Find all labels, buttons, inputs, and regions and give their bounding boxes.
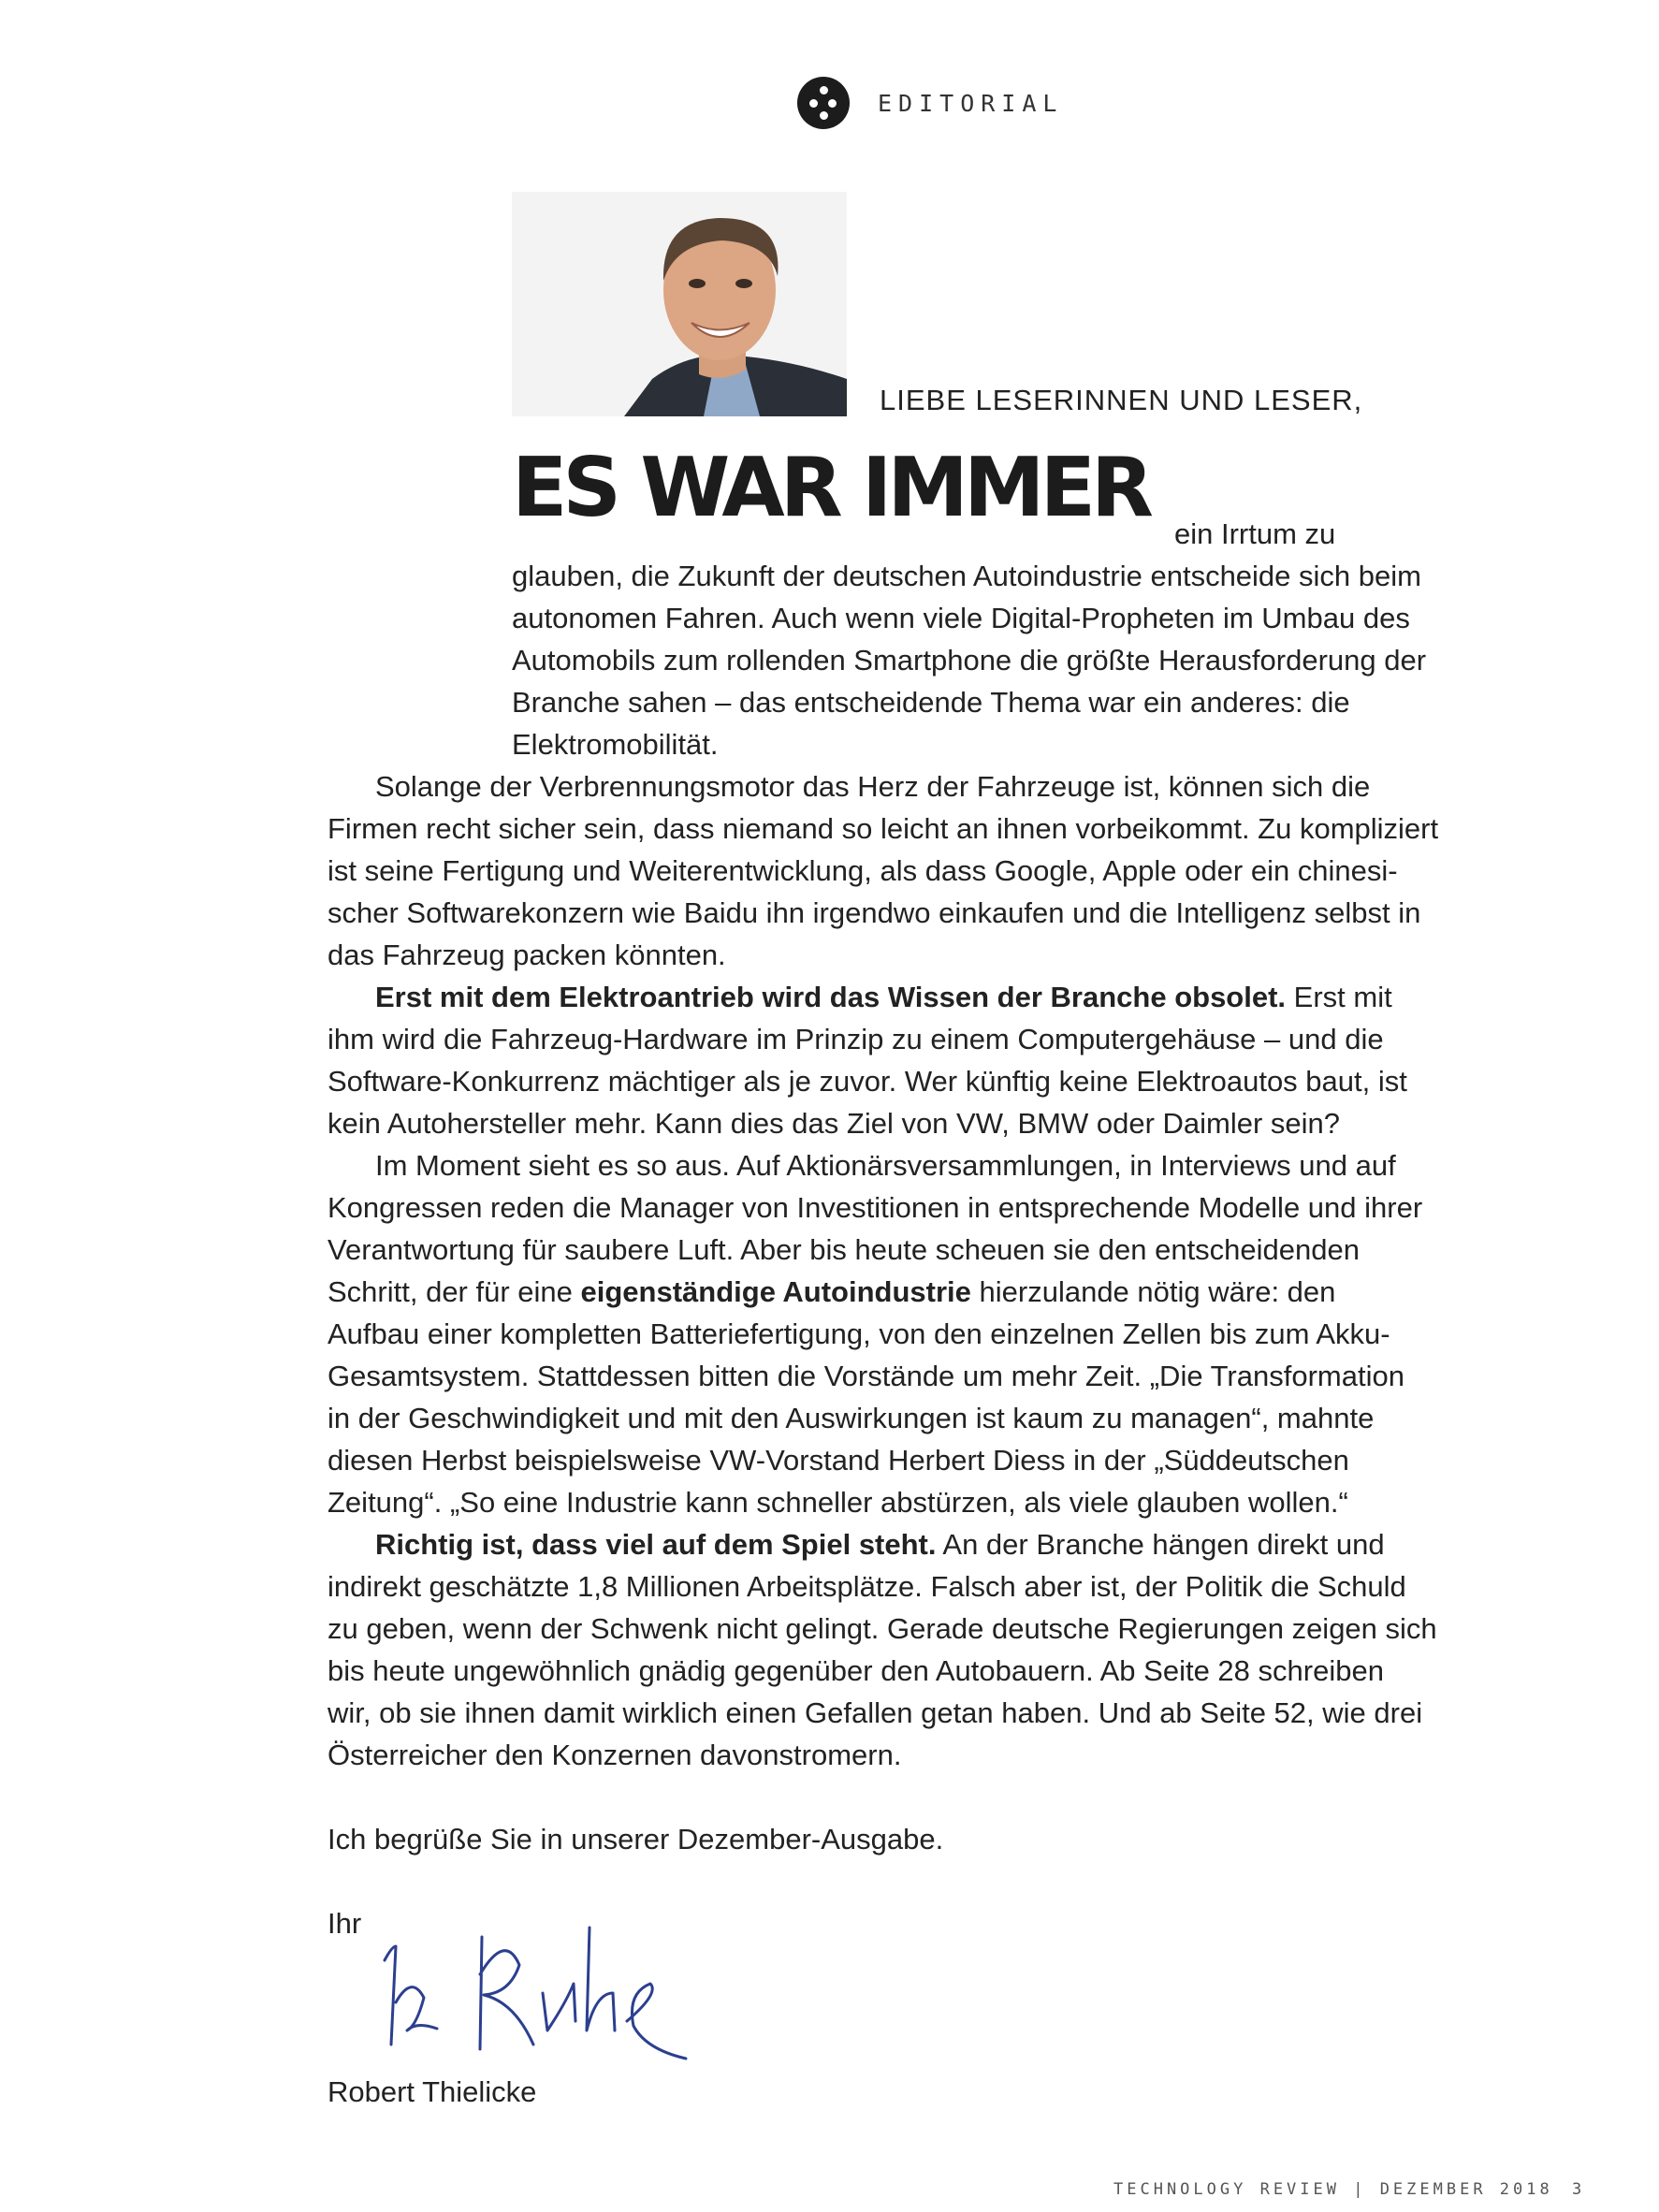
- salutation: LIEBE LESERINNEN UND LESER,: [880, 384, 1363, 416]
- text-segment: An der Branche hängen direkt und: [936, 1528, 1385, 1561]
- text-segment: diesen Herbst beispielsweise VW-Vorstand Herbert Diess in der „Süddeutschen: [327, 1444, 1349, 1477]
- page-number: 3: [1572, 2180, 1582, 2199]
- text-line: [327, 1650, 1384, 1692]
- text-line: [327, 1902, 361, 1944]
- text-segment: bis heute ungewöhnlich gnädig gegenüber den Autobauern. Ab Seite 28 schreiben: [327, 1654, 1384, 1687]
- text-line: [327, 1608, 1437, 1650]
- author-portrait: [512, 192, 847, 416]
- section-label: EDITORIAL: [878, 89, 1064, 117]
- bold-text: Erst mit dem Elektroantrieb wird das Wissen der Branche obsolet.: [375, 981, 1287, 1013]
- text-line: [327, 1565, 1406, 1608]
- handwritten-signature: [379, 1918, 716, 2073]
- text-line: [512, 681, 1350, 723]
- text-segment: kein Autohersteller mehr. Kann dies das Ziel von VW, BMW oder Daimler sein?: [327, 1107, 1341, 1140]
- text-segment: ist seine Fertigung und Weiterentwicklung, als dass Google, Apple oder ein chinesi-: [327, 854, 1398, 887]
- text-line: [327, 1186, 1422, 1229]
- text-line: [327, 1734, 901, 1776]
- text-line: [327, 1692, 1422, 1734]
- text-segment: ein Irrtum zu: [1174, 517, 1336, 550]
- text-line: [327, 1439, 1349, 1481]
- text-segment: Im Moment sieht es so aus. Auf Aktionärsversammlungen, in Interviews und auf: [375, 1149, 1396, 1182]
- text-segment: indirekt geschätzte 1,8 Millionen Arbeitsplätze. Falsch aber ist, der Politik die Schuld: [327, 1570, 1406, 1603]
- text-segment: Erst mit: [1286, 981, 1392, 1013]
- text-segment: Verantwortung für saubere Luft. Aber bis heute scheuen sie den entscheidenden: [327, 1233, 1360, 1266]
- text-line: [512, 597, 1410, 639]
- text-line: [375, 1523, 1385, 1565]
- text-segment: Automobils zum rollenden Smartphone die größte Herausforderung der: [512, 644, 1427, 677]
- text-segment: Firmen recht sicher sein, dass niemand so leicht an ihnen vorbeikommt. Zu kompliziert: [327, 812, 1439, 845]
- text-segment: Ihr: [327, 1907, 362, 1940]
- text-line: [327, 1229, 1360, 1271]
- text-segment: das Fahrzeug packen könnten.: [327, 939, 726, 971]
- text-line: [327, 1397, 1374, 1439]
- text-segment: Österreicher den Konzernen davonstromern.: [327, 1739, 902, 1771]
- text-segment: autonomen Fahren. Auch wenn viele Digital-Propheten im Umbau des: [512, 602, 1410, 634]
- text-segment: Robert Thielicke: [327, 2075, 537, 2108]
- text-line: [512, 555, 1421, 597]
- bold-text: eigenständige Autoindustrie: [580, 1275, 971, 1308]
- text-segment: Elektromobilität.: [512, 728, 719, 761]
- text-segment: Branche sahen – das entscheidende Thema war ein anderes: die: [512, 686, 1350, 719]
- text-segment: ihm wird die Fahrzeug-Hardware im Prinzip zu einem Computergehäuse – und die: [327, 1023, 1384, 1055]
- text-line: [327, 2071, 536, 2113]
- text-segment: wir, ob sie ihnen damit wirklich einen Gefallen getan haben. Und ab Seite 52, wie drei: [327, 1696, 1423, 1729]
- text-line: [327, 1018, 1384, 1060]
- text-segment: Ich begrüße Sie in unserer Dezember-Ausgabe.: [327, 1823, 944, 1855]
- text-segment: in der Geschwindigkeit und mit den Auswirkungen ist kaum zu managen“, mahnte: [327, 1402, 1375, 1434]
- text-segment: scher Softwarekonzern wie Baidu ihn irgendwo einkaufen und die Intelligenz selbst in: [327, 896, 1421, 929]
- text-segment: Gesamtsystem. Stattdessen bitten die Vorstände um mehr Zeit. „Die Transformation: [327, 1360, 1404, 1392]
- text-segment: zu geben, wenn der Schwenk nicht gelingt. Gerade deutsche Regierungen zeigen sich: [327, 1612, 1437, 1645]
- dots-circle-icon: [797, 77, 850, 129]
- text-line: [327, 1271, 1335, 1313]
- text-line: [327, 1313, 1390, 1355]
- text-line: [327, 934, 726, 976]
- text-line: [327, 1355, 1404, 1397]
- text-segment: glauben, die Zukunft der deutschen Autoindustrie entscheide sich beim: [512, 560, 1421, 592]
- text-line: [375, 1144, 1396, 1186]
- text-line: [512, 639, 1426, 681]
- text-segment: Software-Konkurrenz mächtiger als je zuvor. Wer künftig keine Elektroautos baut, ist: [327, 1065, 1407, 1098]
- text-line: [327, 892, 1420, 934]
- text-line: [1174, 513, 1335, 555]
- text-segment: Kongressen reden die Manager von Investitionen in entsprechende Modelle und ihrer: [327, 1191, 1423, 1224]
- text-line: [327, 1481, 1348, 1523]
- text-line: [327, 850, 1398, 892]
- bold-text: Richtig ist, dass viel auf dem Spiel steht.: [375, 1528, 937, 1561]
- text-line: [375, 765, 1370, 808]
- text-line: [327, 808, 1438, 850]
- text-segment: Schritt, der für eine: [327, 1275, 581, 1308]
- text-segment: Solange der Verbrennungsmotor das Herz der Fahrzeuge ist, können sich die: [375, 770, 1371, 803]
- text-line: [327, 1060, 1407, 1102]
- footer-publication: TECHNOLOGY REVIEW | DEZEMBER 2018: [1113, 2180, 1553, 2199]
- text-line: [327, 1818, 943, 1860]
- text-line: [327, 1102, 1340, 1144]
- text-line: [512, 723, 719, 765]
- headline: ES WAR IMMER: [512, 440, 1149, 535]
- text-segment: Zeitung“. „So eine Industrie kann schneller abstürzen, als viele glauben wollen.“: [327, 1486, 1348, 1519]
- text-segment: hierzulande nötig wäre: den: [970, 1275, 1336, 1308]
- section-header: [797, 75, 1063, 131]
- text-segment: Aufbau einer kompletten Batteriefertigung, von den einzelnen Zellen bis zum Akku-: [327, 1317, 1390, 1350]
- text-line: [375, 976, 1392, 1018]
